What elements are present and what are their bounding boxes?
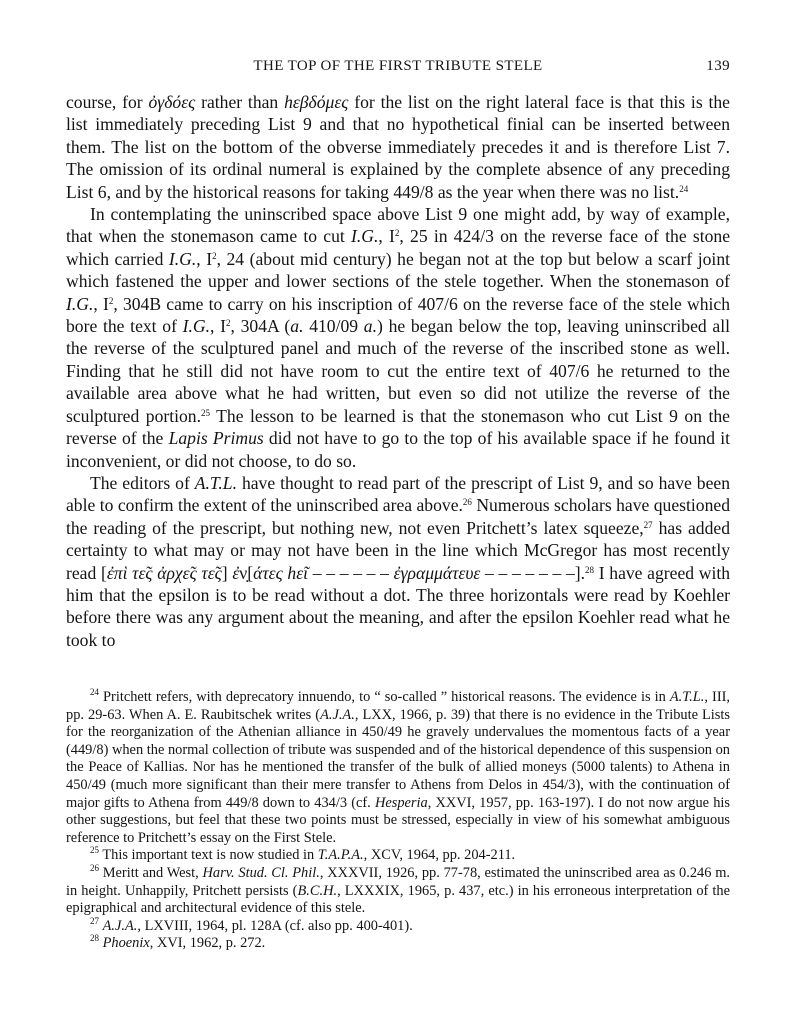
italic-text: I.G.: [66, 293, 94, 314]
footnote-marker: 27: [90, 915, 99, 926]
italic-text: Phoenix: [102, 935, 150, 952]
italic-text: ἐπὶ τε̃ς ἀρχε̃ς τε̃ς: [106, 562, 222, 583]
italic-text: A.J.A.: [102, 917, 138, 934]
running-title: THE TOP OF THE FIRST TRIBUTE STELE: [253, 58, 543, 74]
footnote-marker: 27: [643, 519, 653, 530]
paragraph-2: In contemplating the uninscribed space above List 9 one might add, by way of example, that when the stonemason came to cut I.G., $I^2$, 25 in 424/3 on the reverse face of the stone which carried I.G., $I^2$, 24 (about mid century) he began not at the top but below a scarf joint which fastened the upper and lower sections of the stele together. When the stonemason of I.G., $I^2$, 304B came to carry on his inscription of 407/6 on the reverse face of the stele which bore the text of I.G., $I^2$, 304A (a. 410/09 a.) he began below the top, leaving uninscribed all the reverse of the sculptured panel and much of the reverse of the inscribed stone as well. Finding that he still did not have room to cut the entire text of 407/6 he returned to the available area above what he had written, but even so did not utilize the reverse of the sculptured portion.$^{25}$ The lesson to be learned is that the stonemason who cut List 9 on the reverse of the Lapis Primus did not have to go to the top of his available space if he found it inconvenient, or did not choose, to do so.: [66, 204, 731, 471]
footnote-25: $^{25}$ This important text is now studied in T.A.P.A., XCV, 1964, pp. 204-211.: [90, 845, 516, 864]
italic-text: I.G.: [351, 226, 379, 247]
footnote-marker: 26: [462, 497, 472, 508]
footnote-28: $^{28}$ Phoenix, XVI, 1962, p. 272.: [90, 933, 266, 952]
footnote-marker: 2: [225, 318, 231, 329]
footnote-24: $^{24}$ Pritchett refers, with deprecatory innuendo, to “ so-called ” historical reasons. The evidence is in A.T.L., III, pp. 29-63. When A. E. Raubitschek writes (A.J.A., LXX, 1966, p. 39) that there is no evidence in the Tribute Lists for the reorganization of the Athenian alliance in 450/49 he gravely undervalues the momentous facts of a year (449/8) when the normal collection of tribute was suspended and of the historical dependence of this suspension on the Peace of Kallias. Nor has he mentioned the transfer of the bulk of allied moneys (5000 talents) to Athena in 450/49 (much more significant than their mere transfer to Athens from Delos in 454/3), with the continuation of major gifts to Athena from 449/8 down to 434/3 (cf. Hesperia, XXVI, 1957, pp. 163-197). I do not now argue his other suggestions, but feel that these two points must be stressed, especially in view of his somewhat ambiguous reference to Pritchett’s essay on the First Stele.: [66, 687, 730, 846]
italic-text: άτες hε̃ι: [253, 562, 309, 583]
italic-text: Harv. Stud. Cl. Phil.: [202, 864, 320, 881]
italic-text: a.: [290, 316, 304, 337]
italic-text: T.A.P.A.: [317, 847, 364, 864]
footnote-marker: 28: [585, 564, 595, 575]
footnote-marker: 26: [90, 862, 99, 873]
footnote-marker: 24: [679, 183, 689, 194]
footnotes: [66, 689, 730, 953]
italic-text: A.T.L.: [669, 689, 705, 705]
footnote-marker: 2: [212, 250, 217, 261]
italic-text: hεβδόμες: [284, 92, 349, 112]
italic-text: ἐγραμμάτευε: [393, 562, 481, 583]
italic-text: Lapis Primus: [168, 428, 264, 449]
footnote-26: $^{26}$ Meritt and West, Harv. Stud. Cl. Phil., XXXVII, 1926, pp. 77-78, estimated the uninscribed area as 0.246 m. in height. Unhappily, Pritchett persists (B.C.H., LXXXIX, 1965, p. 437, etc.) in his erroneous interpretation of the epigraphical and architectural evidence of this stele.: [66, 862, 730, 917]
paragraph-1: course, for ὀγδόες rather than hεβδόμες for the list on the right lateral face is that this is the list immediately preceding List 9 and that no hypothetical finial can be inserted between them. The list on the bottom of the obverse immediately precedes it and is therefore List 7. The omission of its ordinal numeral is explained by the complete absence of any preceding List 6, and by the historical reasons for taking 449/8 as the year when there was no list.$^{24}$: [66, 92, 730, 202]
footnote-marker: 25: [201, 407, 210, 418]
italic-text: I.G.: [168, 248, 197, 269]
paragraph-3: The editors of A.T.L. have thought to read part of the prescript of List 9, and so have been able to confirm the extent of the uninscribed area above.$^{26}$ Numerous scholars have questioned the reading of the prescript, but nothing new, not even Pritchett’s latex squeeze,$^{27}$ has added certainty to what may or may not have been in the line which McGregor has most recently read [ἐπὶ τε̃ς ἀρχε̃ς τε̃ς] ἐν̣[άτες hε̃ι – – – – – – ἐγραμμάτευε – – – – – – –].$^{28}$ I have agreed with him that the epsilon is to be read without a dot. The three horizontals were read by Koehler before there was any argument about the meaning, and after the epsilon Koehler read what he took to: [66, 472, 731, 650]
italic-text: I.G.: [182, 316, 211, 337]
italic-text: B.C.H.: [297, 882, 338, 899]
footnote-marker: 2: [108, 295, 114, 306]
running-header: [66, 58, 730, 80]
page-number: 139: [706, 58, 730, 74]
footnote-marker: 2: [394, 228, 400, 239]
italic-text: A.T.L.: [194, 472, 237, 493]
footnote-27: $^{27}$ A.J.A., LXVIII, 1964, pl. 128A (cf. also pp. 400-401).: [90, 915, 413, 934]
footnote-marker: 24: [90, 687, 99, 697]
footnote-marker: 25: [90, 845, 99, 856]
italic-text: A.J.A.: [320, 706, 355, 723]
italic-text: a.: [363, 316, 377, 337]
footnote-marker: 28: [90, 933, 99, 944]
italic-text: Hesperia: [374, 794, 428, 811]
main-text: [66, 91, 730, 651]
italic-text: ἐ: [232, 562, 240, 583]
italic-text: ὀγδόες: [148, 92, 196, 112]
